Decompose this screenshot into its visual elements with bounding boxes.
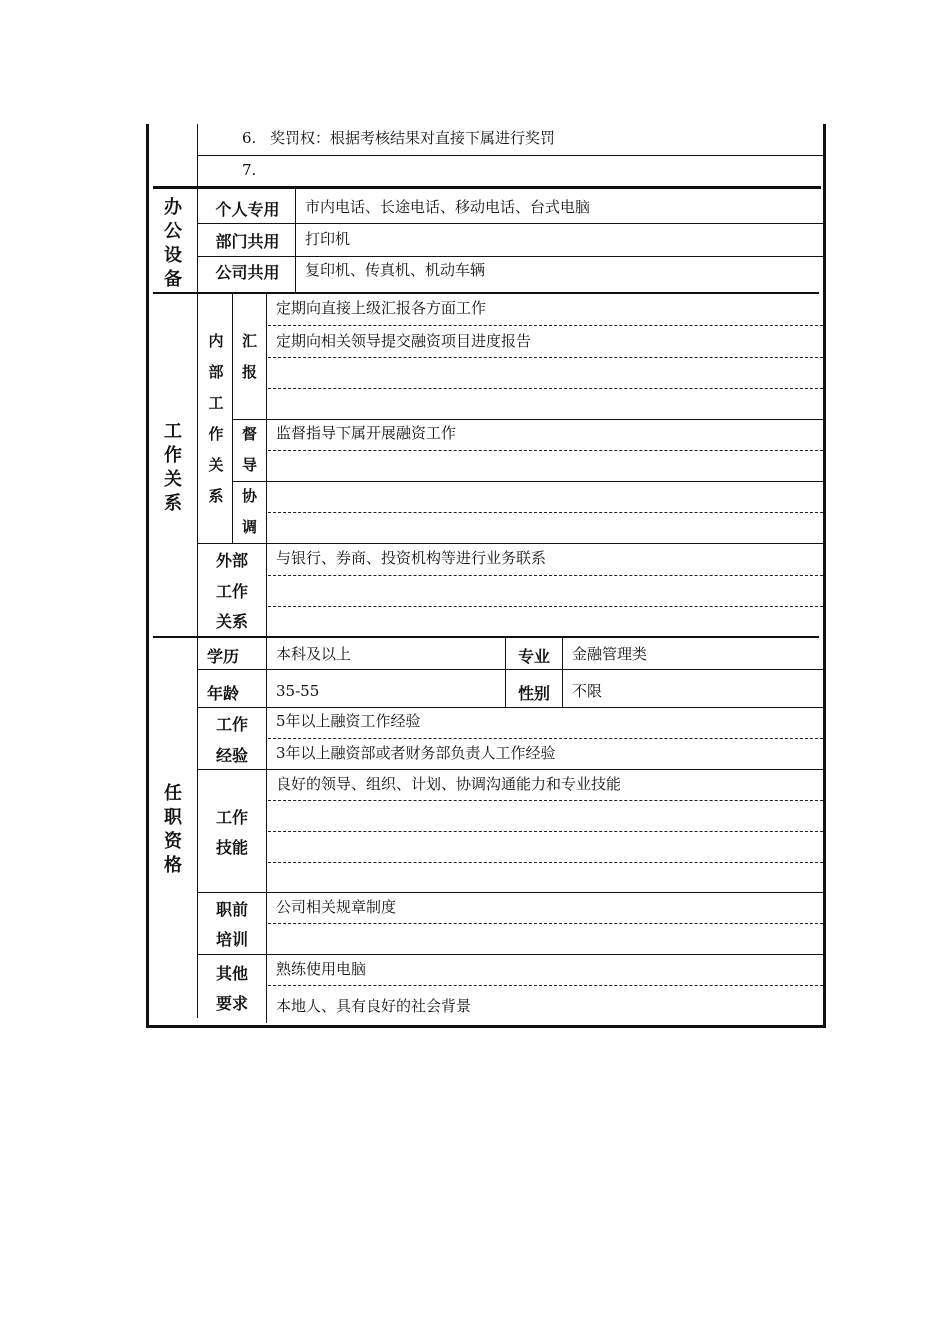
row-divider <box>198 892 823 893</box>
authority-item7-number: 7. <box>242 161 257 179</box>
report-line-1: 定期向直接上级汇报各方面工作 <box>276 299 487 317</box>
internal-relations-label: 内 部 工 作 关 系 <box>208 332 224 505</box>
dashed-line <box>268 388 823 389</box>
experience-label-2: 经验 <box>215 746 248 765</box>
skills-label-2: 技能 <box>215 838 248 857</box>
experience-line-2: 3年以上融资部或者财务部负责人工作经验 <box>276 744 556 762</box>
section-column-divider <box>197 124 198 1018</box>
report-label: 汇 报 <box>241 332 257 381</box>
age-label: 年龄 <box>207 684 240 703</box>
authority-item6-text: 奖罚权：根据考核结果对直接下属进行奖罚 <box>270 129 556 147</box>
section-separator <box>153 186 821 189</box>
education-label: 学历 <box>207 647 240 666</box>
experience-line-1: 5年以上融资工作经验 <box>276 712 421 730</box>
dashed-line <box>268 800 823 801</box>
external-relations-label-1: 外部 <box>215 551 248 570</box>
other-requirements-label-1: 其他 <box>215 964 248 983</box>
dashed-line <box>268 862 823 863</box>
department-shared-label: 部门共用 <box>215 232 280 251</box>
company-shared-value: 复印机、传真机、机动车辆 <box>305 261 486 279</box>
training-line-1: 公司相关规章制度 <box>276 898 397 916</box>
content-column-divider <box>266 638 267 1023</box>
training-label-2: 培训 <box>215 930 248 949</box>
personal-use-label: 个人专用 <box>215 200 280 219</box>
dashed-line <box>268 512 823 513</box>
section-separator <box>153 636 819 638</box>
row-divider <box>198 669 823 670</box>
dashed-line <box>268 831 823 832</box>
training-label-1: 职前 <box>215 900 248 919</box>
row-divider <box>198 543 823 544</box>
skills-label-1: 工作 <box>215 808 248 827</box>
skills-line-1: 良好的领导、组织、计划、协调沟通能力和专业技能 <box>276 775 622 793</box>
row-divider <box>233 419 823 420</box>
row-divider <box>198 769 823 770</box>
qualifications-section-label: 任 职 资 格 <box>164 783 182 876</box>
dashed-line <box>268 575 823 576</box>
major-label: 专业 <box>517 647 550 666</box>
office-equipment-section-label: 办 公 设 备 <box>164 197 182 290</box>
dashed-line <box>268 325 823 326</box>
table-right-border <box>823 124 826 1028</box>
dashed-line <box>268 450 823 451</box>
other-requirements-label-2: 要求 <box>215 994 248 1013</box>
authority-item6-number: 6. <box>242 129 257 147</box>
row-divider <box>198 155 823 156</box>
dashed-line <box>268 606 823 607</box>
other-line-2: 本地人、具有良好的社会背景 <box>276 997 472 1015</box>
major-value: 金融管理类 <box>572 645 648 663</box>
experience-label-1: 工作 <box>215 715 248 734</box>
major-label-left-divider <box>505 638 506 707</box>
row-divider <box>233 481 823 482</box>
gender-value: 不限 <box>572 682 603 700</box>
personal-use-value: 市内电话、长途电话、移动电话、台式电脑 <box>305 198 591 216</box>
external-relations-label-2: 工作 <box>215 582 248 601</box>
external-line-1: 与银行、券商、投资机构等进行业务联系 <box>276 549 547 567</box>
work-relations-section-label: 工 作 关 系 <box>164 421 182 514</box>
content-column-divider <box>266 294 267 637</box>
department-shared-value: 打印机 <box>305 230 351 248</box>
row-divider <box>198 256 823 257</box>
supervise-line-1: 监督指导下属开展融资工作 <box>276 424 457 442</box>
row-divider <box>198 954 823 955</box>
gender-label: 性别 <box>517 684 550 703</box>
coordinate-label: 协 调 <box>241 487 257 536</box>
section-separator <box>153 292 819 294</box>
dashed-line <box>268 357 823 358</box>
table-bottom-border <box>146 1025 826 1028</box>
company-shared-label: 公司共用 <box>215 263 280 282</box>
supervise-label: 督 导 <box>241 425 257 474</box>
dashed-line <box>268 985 823 986</box>
major-label-right-divider <box>562 638 563 707</box>
dashed-line <box>268 738 823 739</box>
external-relations-label-3: 关系 <box>215 612 248 631</box>
table-left-border <box>146 124 149 1028</box>
dashed-line <box>268 923 823 924</box>
row-divider <box>198 707 823 708</box>
age-value: 35-55 <box>276 682 320 700</box>
other-line-1: 熟练使用电脑 <box>276 960 367 978</box>
education-value: 本科及以上 <box>276 645 352 663</box>
equipment-value-divider <box>295 189 296 292</box>
row-divider <box>198 223 823 224</box>
report-line-2: 定期向相关领导提交融资项目进度报告 <box>276 332 532 350</box>
